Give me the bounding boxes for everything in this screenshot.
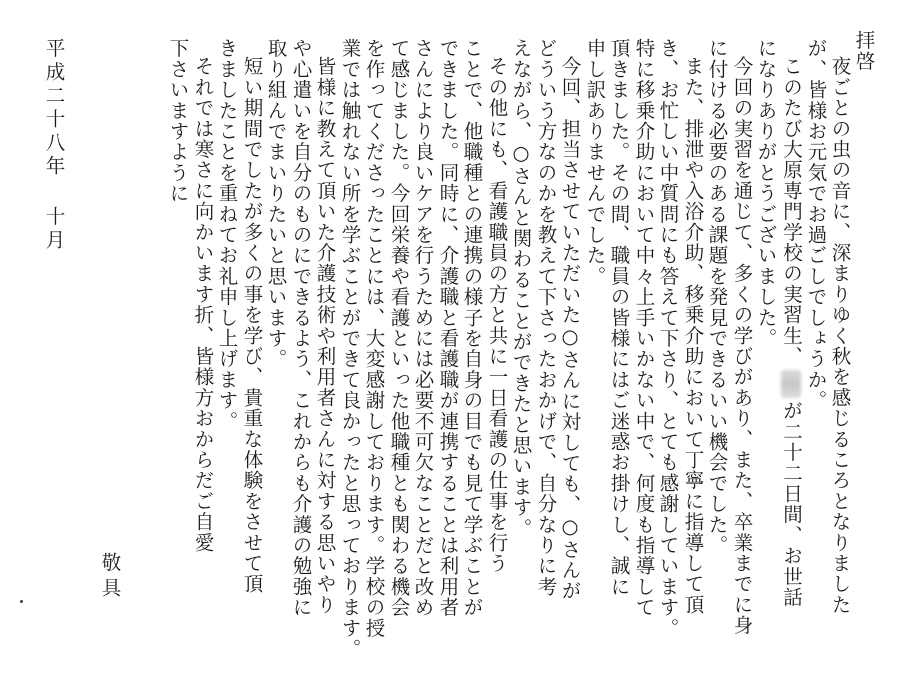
letter-line: それでは寒さに向かいます折、皆様方おからだご自愛 bbox=[191, 56, 215, 553]
letter-line: 今回の実習を通じて、多くの学びがあり、また、卒業までに身 bbox=[730, 56, 754, 636]
letter-line: 短い期間でしたが多くの事を学び、貴重な体験をさせて頂 bbox=[240, 56, 264, 595]
opening-salutation: 拝啓 bbox=[852, 30, 876, 72]
letter-line-part: が二十二日間、お世話 bbox=[780, 400, 803, 608]
letter-line-part: このたび大原専門学校の実習生、 bbox=[780, 56, 803, 367]
letter-line: を作ってくださったことには、大変感謝しております。学校の授 bbox=[362, 38, 386, 639]
letter-line: ことで、他職種との連携の様子を自身の目でも見て学ぶことが bbox=[460, 38, 484, 618]
letter-line: 取り組んでまいりたいと思います。 bbox=[264, 38, 288, 370]
margin-mark bbox=[20, 600, 23, 603]
letter-line: その他にも、看護職員の方と共に一日看護の仕事を行う bbox=[485, 56, 509, 574]
letter-line: えながら、○さんと関わることができたと思います。 bbox=[509, 38, 533, 539]
letter-line: さんにより良いケアを行うためには必要不可欠なことだと改め bbox=[411, 38, 435, 618]
letter-date: 平成二十八年 十月 bbox=[42, 38, 66, 253]
letter-line: どういう方なのかを教えて下さったおかげで、自分なりに考 bbox=[534, 38, 558, 597]
letter-line: 特に移乗介助において中々上手いかない中で、何度も指導して bbox=[632, 38, 656, 618]
letter-line: できました。同時に、介護職と看護職が連携することは利用者 bbox=[436, 38, 460, 618]
letter-line: になりありがとうございました。 bbox=[754, 38, 778, 349]
letter-line: 夜ごとの虫の音に、深まりゆく秋を感じるころとなりました bbox=[828, 56, 852, 615]
letter-line: 今回、担当させていただいた○さんに対しても、○さんが bbox=[558, 56, 582, 602]
letter-line: て感じました。今回栄養や看護といった他職種とも関わる機会 bbox=[387, 38, 411, 618]
letter-line: 申し訳ありませんでした。 bbox=[583, 38, 607, 287]
redacted-student-name bbox=[781, 370, 801, 398]
letter-line-with-redaction bbox=[781, 56, 801, 608]
letter-line: に付ける必要のある課題を発見できるいい機会でした。 bbox=[705, 38, 729, 556]
letter-line: また、排泄や入浴介助、移乗介助において丁寧に指導して頂 bbox=[681, 56, 705, 615]
letter-line: 業では触れない所を学ぶことができて良かったと思っております。 bbox=[338, 38, 362, 659]
letter-line: 下さいますように bbox=[166, 38, 190, 204]
letter-line: きましたことを重ねてお礼申し上げます。 bbox=[215, 38, 239, 432]
letter-line: き、お忙しい中質問にも答えて下さり、とても感謝しています。 bbox=[656, 38, 680, 639]
letter-line: が、皆様お元気でお過ごしでしょうか。 bbox=[804, 38, 828, 411]
letter-line: 皆様に教えて頂いた介護技術や利用者さんに対する思いやり bbox=[313, 56, 337, 615]
letter-line: や心遣いを自分のものにできるよう、これからも介護の勉強に bbox=[289, 38, 313, 618]
closing-remark: 敬具 bbox=[98, 552, 122, 603]
letter-line: 頂きました。その間、職員の皆様にはご迷惑お掛けし、誠に bbox=[607, 38, 631, 597]
